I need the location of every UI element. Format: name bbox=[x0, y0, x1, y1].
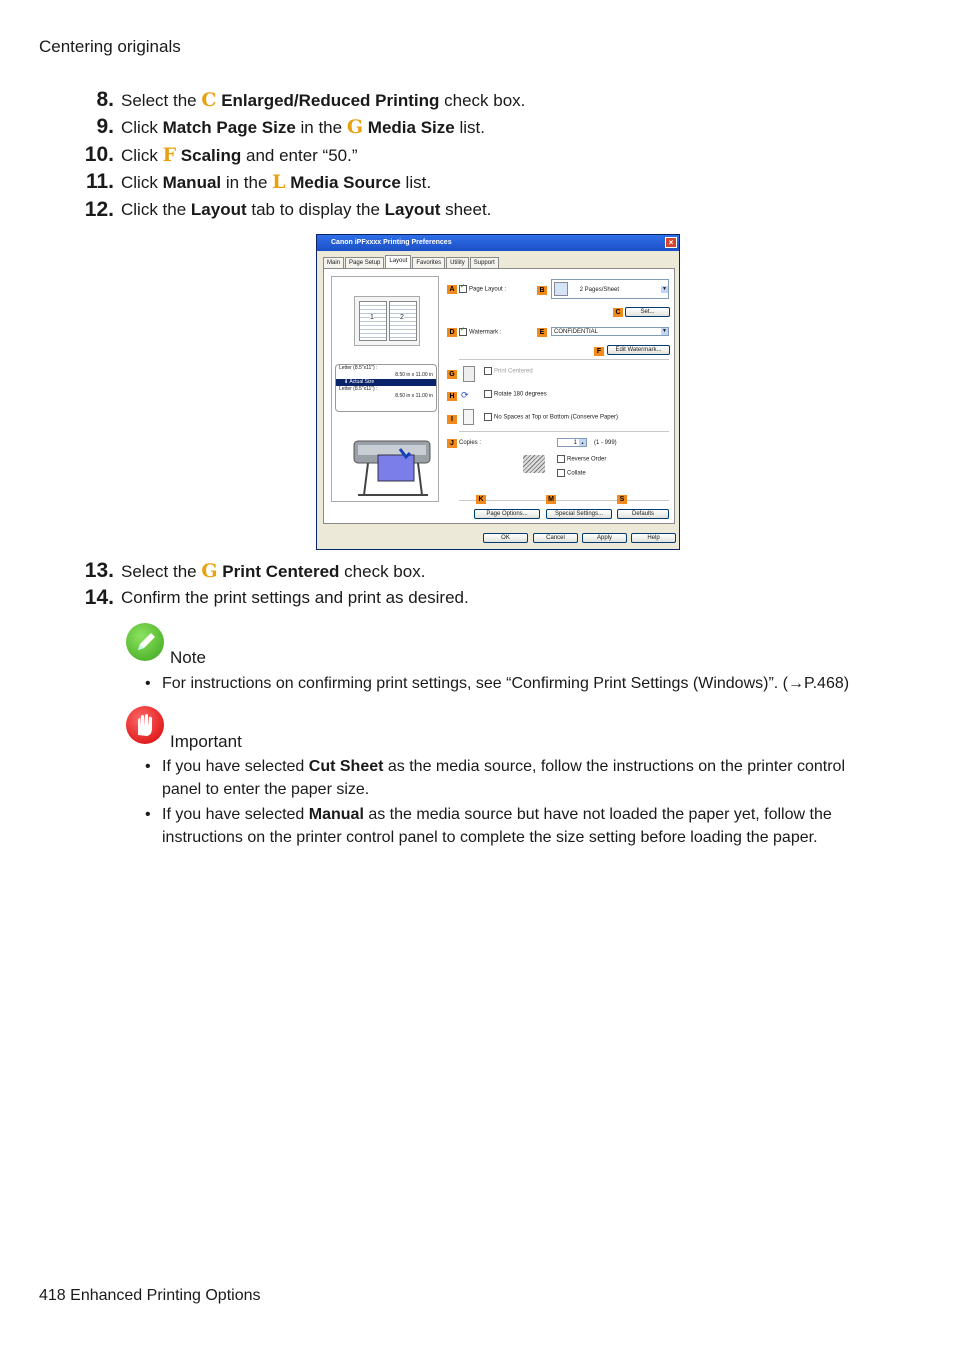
step-bold: Enlarged/Reduced Printing bbox=[221, 91, 440, 110]
label-k: K bbox=[476, 495, 486, 504]
step-bold: Media Source bbox=[290, 173, 401, 192]
important-heading: Important bbox=[170, 732, 242, 751]
label-j: J bbox=[447, 439, 457, 448]
step-text: Click bbox=[121, 173, 163, 192]
rotate-label: Rotate 180 degrees bbox=[494, 391, 547, 398]
step-text: list. bbox=[400, 173, 432, 192]
ok-button[interactable]: OK bbox=[483, 533, 528, 543]
step-text: Click the bbox=[121, 200, 191, 219]
tab-utility[interactable]: Utility bbox=[446, 257, 469, 268]
step-bold: Scaling bbox=[180, 146, 242, 165]
no-spaces-label: No Spaces at Top or Bottom (Conserve Paper) bbox=[494, 414, 618, 421]
step-text: Select the bbox=[121, 562, 202, 581]
edit-watermark-button[interactable]: Edit Watermark... bbox=[607, 345, 670, 355]
layout-preview bbox=[354, 296, 420, 346]
step-bold: Match Page Size bbox=[162, 118, 296, 137]
step-13 bbox=[0, 558, 954, 584]
ref-letter: F bbox=[162, 144, 177, 166]
ref-letter: G bbox=[346, 116, 364, 138]
step-number: 14. bbox=[84, 586, 114, 609]
step-number: 10. bbox=[84, 143, 114, 166]
step-12 bbox=[0, 197, 954, 223]
note-text: For instructions on confirming print settings, see “Confirming Print Settings (Windows)”. (→P.468) bbox=[162, 675, 850, 692]
dialog-titlebar bbox=[317, 235, 679, 251]
step-number: 13. bbox=[84, 559, 114, 582]
ref-letter: C bbox=[201, 89, 217, 111]
close-icon[interactable]: × bbox=[665, 237, 677, 248]
step-bold: Media Size bbox=[367, 118, 455, 137]
step-text: tab to display the bbox=[246, 200, 385, 219]
page-center-icon bbox=[463, 366, 475, 382]
tab-bar bbox=[323, 257, 500, 268]
watermark-checkbox[interactable] bbox=[459, 328, 501, 337]
collate-label: Collate bbox=[567, 470, 586, 477]
step-bold: Manual bbox=[162, 173, 222, 192]
copies-stepper[interactable] bbox=[557, 438, 587, 447]
spin-icon: ▴ bbox=[579, 439, 586, 446]
step-text: sheet. bbox=[440, 200, 492, 219]
step-8 bbox=[0, 87, 954, 113]
apply-button[interactable]: Apply bbox=[582, 533, 627, 543]
info-line: 8.50 in x 11.00 in bbox=[395, 372, 433, 378]
preview-page-number: 2 bbox=[400, 314, 404, 321]
step-text: check box. bbox=[439, 91, 526, 110]
tab-support[interactable]: Support bbox=[470, 257, 499, 268]
important-text: If you have selected bbox=[162, 758, 309, 775]
divider bbox=[459, 359, 669, 360]
info-line: Actual Size bbox=[349, 379, 375, 385]
special-settings-button[interactable]: Special Settings... bbox=[546, 509, 612, 519]
important-hand-icon bbox=[126, 706, 164, 744]
label-b: B bbox=[537, 286, 547, 295]
step-text: in the bbox=[295, 118, 347, 137]
page-layout-select[interactable] bbox=[551, 279, 669, 299]
print-centered-label: Print Centered bbox=[494, 368, 533, 375]
watermark-value: CONFIDENTIAL bbox=[554, 329, 599, 335]
watermark-label: Watermark : bbox=[469, 329, 502, 336]
printer-illustration bbox=[348, 427, 436, 499]
rotate-icon: ⟳ bbox=[461, 390, 469, 400]
reverse-order-checkbox[interactable] bbox=[557, 455, 606, 464]
copies-value: 1 bbox=[573, 440, 577, 446]
info-line: 8.50 in x 11.00 in bbox=[395, 393, 433, 399]
defaults-button[interactable]: Defaults bbox=[617, 509, 669, 519]
step-9 bbox=[0, 114, 954, 140]
page-layout-label: Page Layout : bbox=[469, 286, 507, 293]
important-text: instructions on the printer control panel to complete the size setting before loading the paper. bbox=[162, 829, 818, 846]
no-spaces-icon bbox=[463, 409, 474, 425]
step-text: Confirm the print settings and print as desired. bbox=[121, 588, 469, 607]
label-d: D bbox=[447, 328, 457, 337]
watermark-select[interactable] bbox=[551, 327, 669, 336]
tab-favorites[interactable]: Favorites bbox=[412, 257, 445, 268]
info-line: Letter (8.5"x11") : bbox=[339, 386, 378, 392]
step-bold: Layout bbox=[384, 200, 441, 219]
printing-preferences-dialog bbox=[316, 234, 680, 550]
step-text: and enter “50.” bbox=[241, 146, 358, 165]
step-text: check box. bbox=[339, 562, 426, 581]
step-text: Click bbox=[121, 118, 163, 137]
page-footer: 418 Enhanced Printing Options bbox=[39, 1287, 261, 1304]
chevron-down-icon: ▼ bbox=[662, 328, 667, 334]
preview-pane bbox=[331, 276, 439, 502]
ref-letter: G bbox=[201, 560, 218, 582]
important-text: panel to enter the paper size. bbox=[162, 781, 370, 798]
step-14 bbox=[0, 585, 954, 611]
cancel-button[interactable]: Cancel bbox=[533, 533, 578, 543]
preview-page bbox=[389, 301, 417, 341]
note-heading: Note bbox=[170, 648, 206, 667]
important-text: If you have selected bbox=[162, 806, 309, 823]
label-s: S bbox=[617, 495, 627, 504]
preview-page bbox=[359, 301, 387, 341]
page-layout-checkbox[interactable] bbox=[459, 285, 506, 294]
rotate-checkbox[interactable] bbox=[484, 390, 547, 399]
dialog-title: Canon iPFxxxx Printing Preferences bbox=[331, 239, 452, 246]
label-c: C bbox=[613, 308, 623, 317]
label-i: I bbox=[447, 415, 457, 424]
arrow-down-icon: ⬇ bbox=[344, 379, 349, 385]
set-button[interactable]: Set... bbox=[625, 307, 670, 317]
info-line: Letter (8.5"x11") : bbox=[339, 365, 378, 371]
important-bold: Cut Sheet bbox=[308, 758, 384, 775]
layout-panel bbox=[323, 268, 675, 524]
reverse-order-label: Reverse Order bbox=[567, 456, 607, 463]
step-text: in the bbox=[221, 173, 273, 192]
ref-letter: L bbox=[272, 171, 286, 193]
important-bold: Manual bbox=[308, 806, 364, 823]
step-text: Select the bbox=[121, 91, 202, 110]
step-text: list. bbox=[454, 118, 485, 137]
help-button[interactable]: Help bbox=[631, 533, 676, 543]
copies-label: Copies : bbox=[459, 440, 482, 446]
step-text: Click bbox=[121, 146, 163, 165]
collate-icon bbox=[523, 455, 545, 473]
step-number: 9. bbox=[96, 115, 114, 138]
important-text: as the media source, follow the instructions on the printer control bbox=[383, 758, 846, 775]
step-bold: Layout bbox=[190, 200, 247, 219]
page-header: Centering originals bbox=[39, 37, 181, 56]
chevron-down-icon: ▼ bbox=[662, 286, 667, 292]
label-f: F bbox=[594, 347, 604, 356]
collate-checkbox[interactable] bbox=[557, 469, 586, 478]
label-m: M bbox=[546, 495, 556, 504]
step-bold: Print Centered bbox=[222, 562, 340, 581]
label-g: G bbox=[447, 370, 457, 379]
label-a: A bbox=[447, 285, 457, 294]
step-11 bbox=[0, 169, 954, 195]
page-options-button[interactable]: Page Options... bbox=[474, 509, 540, 519]
step-10 bbox=[0, 142, 954, 168]
tab-layout[interactable]: Layout bbox=[385, 255, 411, 269]
step-number: 11. bbox=[85, 170, 114, 193]
tab-page-setup[interactable]: Page Setup bbox=[345, 257, 384, 268]
copies-range: (1 - 999) bbox=[594, 440, 617, 446]
label-e: E bbox=[537, 328, 547, 337]
no-spaces-checkbox[interactable] bbox=[484, 413, 618, 422]
step-number: 8. bbox=[96, 88, 114, 111]
note-pencil-icon bbox=[126, 623, 164, 661]
step-number: 12. bbox=[84, 198, 114, 221]
label-h: H bbox=[447, 392, 457, 401]
page-layout-value: 2 Pages/Sheet bbox=[579, 287, 620, 293]
preview-page-number: 1 bbox=[370, 314, 374, 321]
divider bbox=[459, 500, 669, 501]
important-text: as the media source but have not loaded the paper yet, follow the bbox=[363, 806, 832, 823]
paper-size-info bbox=[335, 364, 437, 412]
layout-thumb-icon bbox=[554, 282, 568, 296]
divider bbox=[459, 431, 669, 432]
tab-main[interactable]: Main bbox=[323, 257, 344, 268]
print-centered-checkbox[interactable] bbox=[484, 367, 533, 376]
